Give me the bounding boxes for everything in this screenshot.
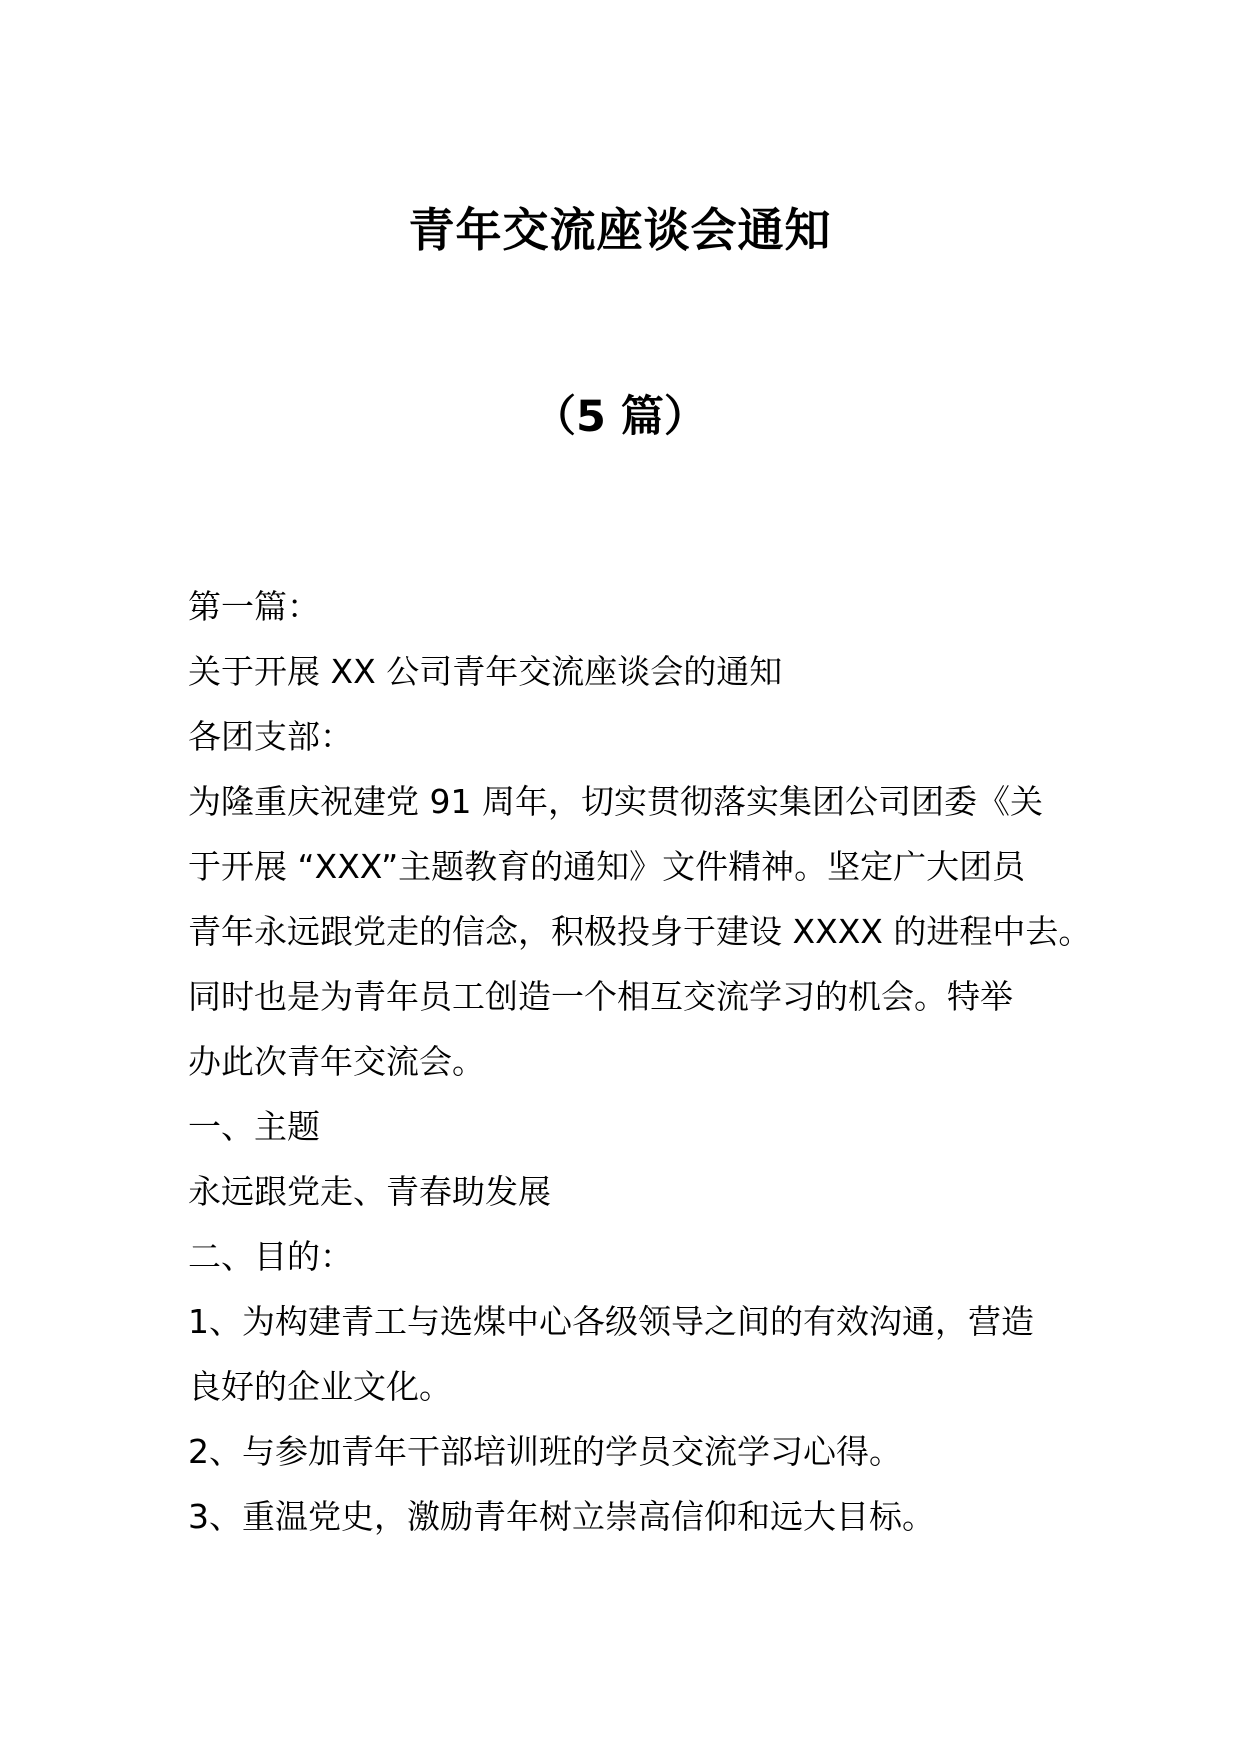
body-line: 同时也是为青年员工创造一个相互交流学习的机会。特举 — [188, 977, 1013, 1016]
list-item: 3、重温党史，激励青年树立崇高信仰和远大目标。 — [188, 1497, 935, 1536]
document-subtitle: （5 篇） — [533, 392, 707, 442]
list-heading: 一、主题 — [188, 1107, 320, 1146]
list-heading: 二、目的： — [188, 1237, 353, 1276]
document-title: 青年交流座谈会通知 — [408, 203, 832, 257]
section-heading: 第一篇： — [188, 587, 320, 626]
document-body — [188, 574, 1092, 1549]
body-line: 永远跟党走、青春助发展 — [188, 1172, 551, 1211]
list-item-continuation: 良好的企业文化。 — [188, 1367, 452, 1406]
body-line: 办此次青年交流会。 — [188, 1042, 485, 1081]
body-line: 青年永远跟党走的信念，积极投身于建设 XXXX 的进程中去。 — [188, 912, 1092, 951]
list-item: 2、与参加青年干部培训班的学员交流学习心得。 — [188, 1432, 902, 1471]
notice-title: 关于开展 XX 公司青年交流座谈会的通知 — [188, 652, 783, 691]
recipient-line: 各团支部： — [188, 717, 353, 756]
body-line: 为隆重庆祝建党 91 周年，切实贯彻落实集团公司团委《关 — [188, 782, 1043, 821]
list-item: 1、为构建青工与选煤中心各级领导之间的有效沟通，营造 — [188, 1302, 1034, 1341]
body-line: 于开展 “XXX”主题教育的通知》文件精神。坚定广大团员 — [188, 847, 1026, 886]
